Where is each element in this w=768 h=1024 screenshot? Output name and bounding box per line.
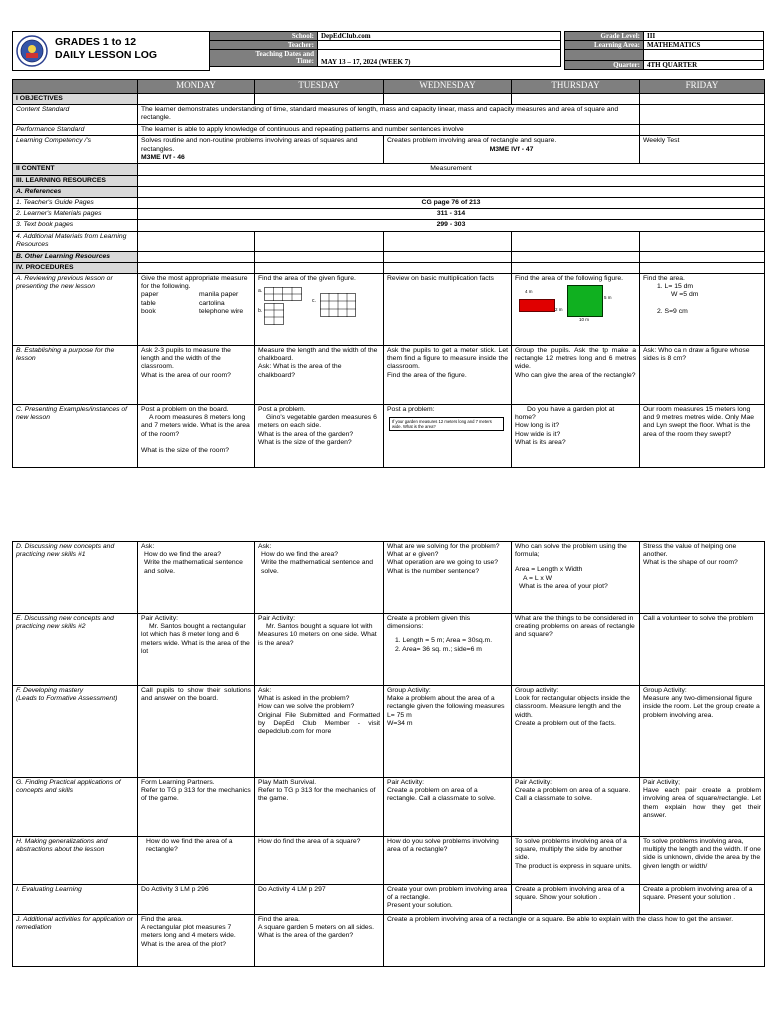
header-grade-table	[564, 31, 764, 70]
day-monday: MONDAY	[138, 80, 255, 94]
proc-d-mon-2: How do we find the area?	[144, 551, 222, 559]
other-resources-label: B. Other Learning Resources	[13, 251, 138, 262]
proc-d-label: D. Discussing new concepts and practicing new skills #1	[13, 542, 138, 614]
objectives-heading: I OBJECTIVES	[13, 94, 138, 105]
proc-g-thu-2: Create a problem on area of a square. Call a classmate to solve.	[515, 787, 631, 803]
competency-fri: Weekly Test	[640, 136, 765, 164]
proc-c-wed-1: Post a problem:	[387, 406, 435, 414]
red-rectangle	[519, 299, 555, 312]
proc-j-tue-1: Find the area.	[258, 916, 300, 923]
proc-e-mon-2: Mr. Santos bought a rectangular lot which has 8 meter long and 6 meters wide. What is the area of the lot	[141, 623, 250, 655]
dates-label-line2: Time:	[296, 57, 314, 65]
proc-f-tue-3: How can we solve the problem?	[258, 703, 355, 711]
proc-f-wed-4: W=34 m	[387, 719, 413, 727]
day-header-row	[13, 80, 765, 94]
proc-i-wed-2: Present your solution.	[387, 902, 453, 910]
measure-item-left: table	[141, 299, 156, 307]
proc-d-wed-1: What are we solving for the problem?	[387, 543, 500, 550]
red-rect-width-label: 4 m	[525, 289, 533, 295]
measure-item-left: paper	[141, 291, 159, 299]
proc-b-tue-q: Ask: What is the area of the chalkboard?	[258, 363, 342, 379]
proc-g-mon-1: Form Learning Partners.	[141, 779, 215, 786]
measure-item-row	[141, 291, 251, 299]
proc-d-mon-1: Ask:	[141, 543, 155, 550]
proc-g-fri-1: Pair Activity;	[643, 779, 681, 786]
proc-f-label: F. Developing mastery	[16, 687, 84, 694]
proc-c-fri: Our room measures 15 meters long and 9 metres metres wide. Only Mae and Lyn swept the floor. What is the area of the room they swept?	[640, 405, 765, 468]
proc-h-fri: To solve problems involving area, multiply the length and the width. If one side is unknown, divide the area by the given length or width/	[640, 837, 765, 885]
measure-item-right: telephone wire	[199, 307, 244, 315]
fig-a-label: a.	[258, 288, 263, 295]
proc-a-label: A. Reviewing previous lesson or presenting the new lesson	[13, 274, 138, 346]
proc-b-thu: Group the pupils. Ask the tp make a rectangle 12 metres long and 6 metres wide.	[515, 347, 636, 371]
proc-b-mon-q: What is the area of our room?	[141, 371, 231, 379]
lesson-log-table-part1	[12, 79, 765, 468]
proc-e-tue-1: Pair Activity:	[258, 615, 296, 622]
green-rect-height-label: 5 m	[604, 295, 612, 301]
procedures-heading: IV. PROCEDURES	[13, 262, 138, 273]
proc-i-tue: Do Activity 4 LM p 297	[255, 885, 384, 915]
school-label: School:	[210, 32, 318, 41]
proc-f-fri-1: Group Activity:	[643, 687, 687, 694]
proc-d-wed-4: What is the number sentence?	[387, 567, 480, 575]
proc-a-fri-1: Find the area.	[643, 275, 685, 283]
proc-f-wed-3: L= 75 m	[387, 711, 412, 719]
day-thursday: THURSDAY	[512, 80, 640, 94]
grid-figure-b	[264, 303, 284, 325]
dates-label-line1: Teaching Dates and	[255, 50, 314, 58]
proc-a-fri-3: W =5 dm	[671, 291, 699, 299]
proc-a-mon-items	[141, 291, 251, 316]
proc-d-thu-4: What is the area of your plot?	[519, 582, 608, 590]
quarter-value: 4TH QUARTER	[644, 61, 764, 70]
proc-j-label: J. Additional activities for application or remediation	[13, 915, 138, 967]
proc-b-label: B. Establishing a purpose for the lesson	[13, 346, 138, 405]
proc-d-tue-2: How do we find the area?	[261, 551, 339, 559]
proc-g-mon-2: Refer to TG p 313 for the mechanics of the game.	[141, 787, 251, 803]
measure-item-row	[141, 308, 251, 316]
proc-f-thu-1: Group activity:	[515, 687, 559, 694]
header-title-box	[12, 31, 210, 71]
teacher-label: Teacher:	[210, 41, 318, 50]
proc-b-wed: Ask the pupils to get a meter stick. Let them find a figure to measure inside the classroom.	[387, 347, 508, 371]
grid-figure-a	[264, 287, 302, 301]
proc-j-wed-fri: Create a problem involving area of a rectangle or a square. Be able to explain with the class how to get the answer.	[384, 915, 765, 967]
proc-f-tue-1: Ask:	[258, 687, 272, 694]
proc-c-tue-2: Gino's vegetable garden measures 6 meters on each side.	[258, 414, 377, 430]
proc-a-fri-2: 1. L= 15 dm	[657, 283, 694, 291]
additional-materials-label: 4. Additional Materials from Learning Resources	[13, 231, 138, 251]
proc-d-wed-3: What operation are we going to use?	[387, 559, 499, 567]
proc-a-thu-text: Find the area of the following figure.	[515, 275, 624, 283]
proc-d-mon-3: Write the mathematical sentence and solve.	[144, 559, 243, 575]
proc-c-mon-1: Post a problem on the board.	[141, 406, 229, 414]
measure-item-row	[141, 300, 251, 308]
proc-i-fri: Create a problem involving area of a square. Present your solution .	[640, 885, 765, 915]
header-title-line1: GRADES 1 to 12	[55, 36, 137, 48]
area-label: Learning Area:	[565, 41, 644, 50]
proc-f-fri-2: Measure any two-dimensional figure inside the room. Let the group create a problem involving area.	[643, 695, 760, 719]
tb-label: 3. Text book pages	[13, 220, 138, 231]
proc-c-tue-3: What is the area of the garden?	[258, 430, 354, 438]
proc-c-mon-2: A room measures 8 meters long and 7 meters wide. What is the area of the room?	[141, 414, 250, 438]
lm-value: 311 - 314	[138, 209, 765, 220]
competency-wt: Creates problem involving area of rectangle and square.	[387, 137, 557, 145]
proc-c-thu-1: Do you have a garden plot at home?	[515, 406, 615, 422]
grade-label: Grade Level:	[565, 32, 644, 41]
proc-h-thu-2: The product is express in square units.	[515, 862, 632, 870]
proc-e-wed-2: 1. Length = 5 m; Area = 30sq.m.	[395, 637, 493, 645]
proc-b-wed-q: Find the area of the figure.	[387, 371, 467, 379]
proc-i-mon: Do Activity 3 LM p 296	[138, 885, 255, 915]
grid-figure-c	[320, 293, 356, 317]
proc-d-tue-1: Ask:	[258, 543, 272, 550]
tg-value: CG page 76 of 213	[138, 198, 765, 209]
proc-a-wed: Review on basic multiplication facts	[384, 274, 512, 346]
proc-d-thu-3: A = L x W	[523, 574, 553, 582]
proc-i-wed-1: Create your own problem involving area of a rectangle.	[387, 886, 508, 902]
header-title-line2: DAILY LESSON LOG	[55, 49, 158, 61]
school-value: DepEdClub.com	[318, 32, 561, 41]
measure-item-right: manila paper	[199, 291, 239, 299]
proc-d-thu-2: Area = Length x Width	[515, 566, 583, 574]
proc-f-label-sub: (Leads to Formative Assessment)	[16, 695, 118, 703]
content-value: Measurement	[138, 164, 765, 175]
day-tuesday: TUESDAY	[255, 80, 384, 94]
deped-seal-icon	[16, 35, 48, 67]
proc-i-thu: Create a problem involving area of a square. Show your solution .	[512, 885, 640, 915]
proc-d-wed-2: What ar e given?	[387, 551, 439, 559]
proc-j-mon-1: Find the area.	[141, 916, 183, 923]
proc-e-fri: Call a volunteer to solve the problem	[640, 614, 765, 686]
competency-wt-code: M3ME IVf - 47	[489, 145, 534, 153]
proc-j-tue-3: What is the area of the garden?	[258, 932, 354, 940]
proc-d-thu-1: Who can solve the problem using the formula;	[515, 543, 627, 559]
proc-a-mon-text: Give the most appropriate measure for the following.	[141, 275, 248, 291]
green-rectangle	[567, 285, 603, 317]
proc-i-label: I. Evaluating Learning	[13, 885, 138, 915]
proc-h-label: H. Making generalizations and abstractions about the lesson	[13, 837, 138, 885]
proc-b-thu-q: Who can give the area of the rectangle?	[515, 371, 636, 379]
proc-b-mon: Ask 2-3 pupils to measure the length and the width of the classroom.	[141, 347, 231, 371]
content-standard-label: Content Standard	[13, 105, 138, 125]
competency-mt: Solves routine and non-routine problems involving areas of squares and rectangles.	[141, 137, 358, 153]
references-label: A. References	[13, 186, 138, 197]
lesson-log-table-part2	[12, 541, 765, 967]
proc-e-tue-2: Mr. Santos bought a square lot with	[266, 623, 373, 631]
proc-g-tue-2: Refer to TG p 313 for the mechanics of the game.	[258, 787, 376, 803]
fig-c-label: c.	[312, 298, 316, 305]
proc-h-thu-1: To solve problems involving area of a square, multiply the side by another side.	[515, 838, 627, 862]
header-school-table	[209, 31, 561, 67]
proc-c-label: C. Presenting Examples/instances of new lesson	[13, 405, 138, 468]
area-value: MATHEMATICS	[644, 41, 764, 50]
proc-h-wed: How do you solve problems involving area of a rectangle?	[384, 837, 512, 885]
proc-e-wed-1: Create a problem given this dimensions:	[387, 615, 471, 631]
grade-value: III	[644, 32, 764, 41]
proc-g-fri-2: Have each pair create a problem involving area of square/rectangle. Let them explain how they get their answer.	[643, 787, 761, 819]
proc-e-tue-3: Measures 10 meters on one side. What is the area?	[258, 631, 377, 647]
proc-c-wed-problem-box: If your garden measures 12 meters long and 7 meters wide. What is the area?	[389, 417, 504, 431]
resources-heading: III. LEARNING RESOURCES	[13, 175, 138, 186]
lm-label: 2. Learner's Materials pages	[13, 209, 138, 220]
proc-g-wed-1: Pair Activity:	[387, 779, 425, 786]
proc-f-tue-2: What is asked in the problem?	[258, 695, 350, 703]
competency-label: Learning Competency /'s	[13, 136, 138, 164]
proc-d-fri-2: What is the shape of our room?	[643, 559, 738, 567]
measure-item-right: cartolina	[199, 299, 225, 307]
content-standard: The learner demonstrates understanding of time, standard measures of length, mass and capacity linear, mass and capacity measures and area of square and rectangle.	[138, 105, 640, 125]
proc-j-tue-2: A square garden 5 meters on all sides.	[258, 924, 374, 932]
proc-g-label: G. Finding Practical applications of concepts and skills	[13, 778, 138, 837]
proc-f-mon: Call pupils to show their solutions and answer on the board.	[138, 686, 255, 778]
proc-g-tue-1: Play Math Survival.	[258, 779, 317, 786]
proc-j-mon-2: A rectangular plot measures 7 meters long and 4 meters wide. What is the area of the plot?	[141, 924, 236, 948]
proc-g-wed-2: Create a problem on area of a rectangle. Call a classmate to solve.	[387, 787, 496, 803]
measure-item-left: book	[141, 307, 156, 315]
proc-d-fri-1: Stress the value of helping one another.	[643, 543, 737, 559]
tg-label: 1. Teacher's Guide Pages	[13, 198, 138, 209]
proc-g-thu-1: Pair Activity:	[515, 779, 553, 786]
performance-standard: The learner is able to apply knowledge of continuous and repeating patterns and number sentences involve	[138, 125, 640, 136]
green-rect-width-label: 10 m	[579, 317, 590, 323]
proc-f-thu-3: Create a problem out of the facts.	[515, 719, 616, 727]
proc-c-thu-3: How wide is it?	[515, 430, 561, 438]
proc-h-tue: How do find the area of a square?	[255, 837, 384, 885]
teacher-value	[318, 41, 561, 50]
tb-value: 299 - 303	[138, 220, 765, 231]
proc-e-wed-3: 2. Area= 36 sq. m.; side=6 m	[395, 645, 482, 653]
proc-e-label: E. Discussing new concepts and practicing new skills #2	[13, 614, 138, 686]
proc-c-tue-4: What is the size of the garden?	[258, 438, 352, 446]
proc-e-mon-1: Pair Activity:	[141, 615, 179, 622]
proc-h-mon: How do we find the area of a rectangle?	[138, 837, 255, 885]
performance-standard-label: Performance Standard	[13, 125, 138, 136]
dll-header	[12, 31, 764, 71]
fig-b-label: b.	[258, 308, 263, 315]
proc-a-tue-text: Find the area of the given figure.	[258, 275, 356, 283]
proc-b-tue: Measure the length and the width of the chalkboard.	[258, 347, 378, 363]
proc-f-wed-2: Make a problem about the area of a rectangle given the following measures	[387, 695, 505, 711]
red-rect-height-label: 2 m	[555, 307, 563, 313]
proc-d-tue-3: Write the mathematical sentence and solve.	[261, 559, 374, 575]
proc-c-thu-2: How long is it?	[515, 422, 560, 430]
proc-c-mon-3: What is the size of the room?	[141, 446, 230, 454]
competency-mt-code: M3ME IVf - 46	[141, 153, 185, 161]
quarter-label: Quarter:	[565, 61, 644, 70]
content-heading: II CONTENT	[13, 164, 138, 175]
proc-f-tue-4: Original File Submitted and Formatted by DepEd Club Member - visit depedclub.com for more	[258, 711, 380, 736]
proc-f-thu-2: Look for rectangular objects inside the classroom. Measure length and the width.	[515, 695, 630, 719]
proc-f-wed-1: Group Activity:	[387, 687, 431, 694]
proc-c-tue-1: Post a problem.	[258, 406, 306, 414]
proc-a-fri-4: 2. S=9 cm	[657, 307, 688, 315]
dates-value: MAY 13 – 17, 2024 (WEEK 7)	[318, 50, 561, 67]
proc-e-thu: What are the things to be considered in creating problems on areas of rectangle and square?	[512, 614, 640, 686]
day-wednesday: WEDNESDAY	[384, 80, 512, 94]
proc-c-thu-4: What is its area?	[515, 438, 566, 446]
proc-b-fri: Ask: Who ca n draw a figure whose sides is 8 cm?	[640, 346, 765, 405]
day-friday: FRIDAY	[640, 80, 765, 94]
